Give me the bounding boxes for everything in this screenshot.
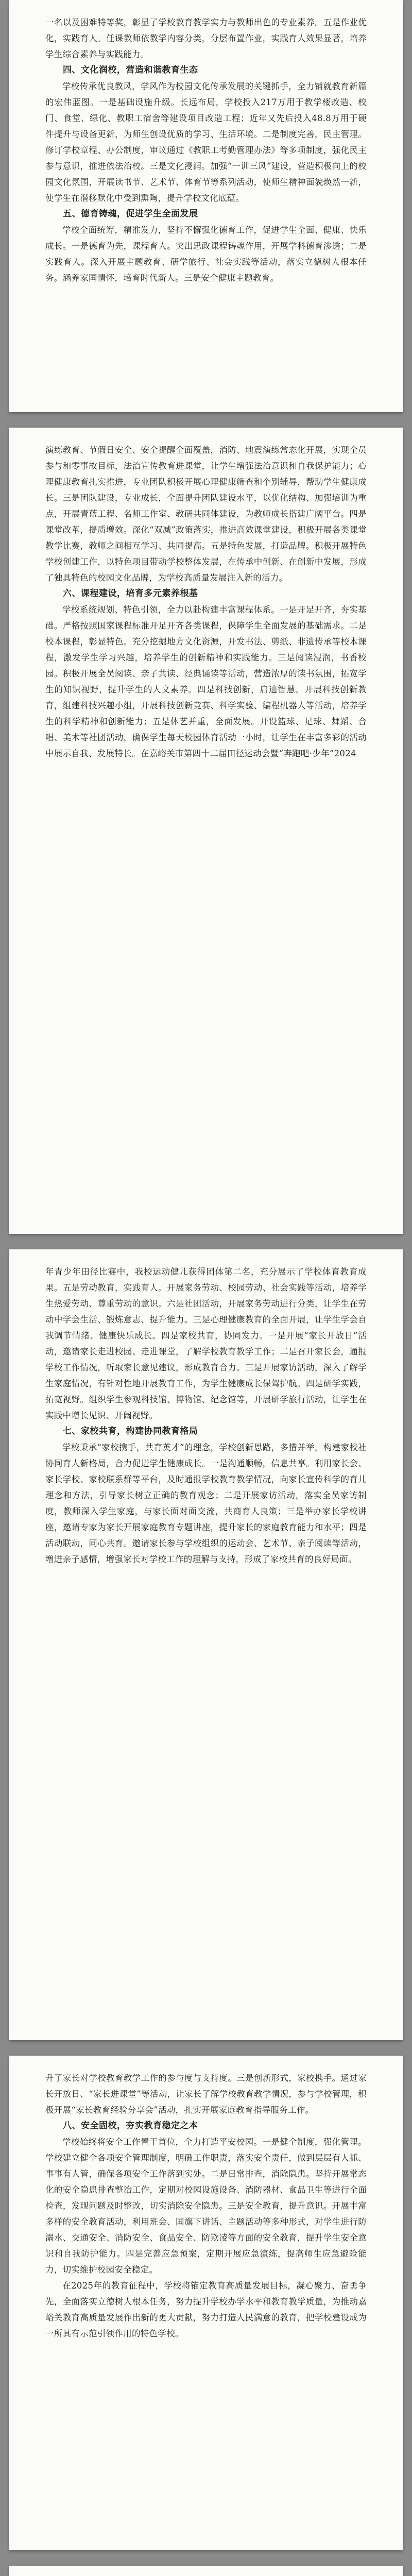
section-heading-5: 五、德育铸魂，促进学生全面发展 (63, 209, 198, 219)
document-page-1 (9, 0, 403, 412)
section-heading-8: 八、安全固校，夯实教育稳定之本 (63, 2121, 198, 2131)
report-form-page (9, 2566, 403, 2576)
section-heading-6: 六、课程建设，培育多元素养根基 (63, 588, 198, 599)
paragraph: 学校秉承“家校携手，共育英才”的理念，学校创新思路，多措并举，构建家校社协同育人新格局，合力促进学生健康成长。一是沟通顺畅，信息共享。利用家长会、家长学校、家校联系群等平台，及时通报学校教育教学情况，向家长宣传科学的育儿理念和方法，引导家长树立正确的教育观念；二是开展家访活动，落实全员家访制度，教师深入学生家庭，与家长面对面交流，共商育人良策；三是举办家长学校讲座，邀请专家为家长开展家庭教育专题讲座，提升家长的家庭教育能力和水平；四是活动联动，同心共育。邀请家长参与学校组织的运动会、艺术节、亲子阅读等活动，增进亲子感情，增强家长对学校工作的理解与支持，形成了家校共育的良好局面。 (45, 1443, 367, 1564)
paragraph: 学校传承优良教风，学风作为校园文化传承发展的关键抓手，全力铺就教育新篇的宏伟蓝图。一是基础设施升级。长远布局，学校投入217万用于教学楼改造、校门、食堂、绿化、教职工宿舍等建设项目改造工程；近年又先后投入48.8万用于硬件提升与设备更新，为师生创设优质的学习、生活环境。二是制度完善，民主管理。修订学校章程、办公制度，审议通过《教职工考勤管理办法》等多项制度，强化民主参与意识，推进依法治校。三是文化浸润。加强“一训三风”建设，营造积极向上的校园文化氛围，开展读书节、艺术节、体育节等系列活动，使师生精神面貌焕然一新，使学生在潜移默化中受到熏陶，提升学校文化底蕴。 (45, 81, 367, 203)
paragraph: 学校系统规划、特色引领，全力以赴构建丰富课程体系。一是开足开齐，夯实基础。严格按照国家课程标准开足开齐各类课程，保障学生全面发展的基础需求。二是校本课程，彰显特色。充分挖掘地方文化资源，开发书法、剪纸、非遗传承等校本课程，激发学生学习兴趣，培养学生的创新精神和实践能力。三是阅读浸润，书香校园。积极开展全员阅读、亲子共读、经典诵读等活动，营造浓厚的读书氛围，拓宽学生的知识视野，提升学生的人文素养。四是科技创新，启迪智慧。开展科技创新教育，组建科技兴趣小组，开展科技创新竞赛、科学实验、编程机器人等活动，培养学生的科学精神和创新能力；五是体艺并重，全面发展。开设篮球、足球、舞蹈、合唱、美术等社团活动，确保学生每天校园体育活动一小时，让学生在丰富多彩的活动中展示自我、发展特长。在嘉峪关市第四十二届田径运动会暨“奔跑吧·少年”2024 (45, 605, 367, 758)
paragraph: 一名以及困难特等奖，彰显了学校教育教学实力与教师出色的专业素养。五是作业优化，实践育人。任课教师依教学内容分类，分层布置作业，实践育人效果显著，培养学生综合素养与实践能力。 (45, 18, 367, 59)
paragraph: 学校全面统筹，精准发力，坚持不懈强化德育工作，促进学生全面、健康、快乐成长。一是德育为先，课程育人。突出思政课程铸魂作用，开展学科德育渗透；二是实践育人。深入开展主题教育、研学旅行、社会实践等活动，落实立德树人根本任务。涵养家国情怀，培育时代新人。三是安全健康主题教育。 (45, 225, 367, 283)
document-page-3 (9, 1249, 403, 2040)
paragraph: 演练教育、节假日安全、安全提醒全面覆盖，消防、地震演练常态化开展，实现全员参与和零事故目标，法治宣传教育进课堂，让学生增强法治意识和自我保护能力；心理健康教育扎实推进，专业团队积极开展心理健康筛查和个别辅导，帮助学生健康成长。三是团队建设，专业成长，全面提升团队建设水平，以优化结构、加强培训为重点，开展青蓝工程、名师工作室、教研共同体建设，为教师成长搭建广阔平台。四是课堂改革，提质增效。深化“双减”政策落实，推进高效课堂建设，积极开展各类课堂教学比赛，教师之间相互学习、共同提高。五是特色发展，打造品牌。积极开展特色学校创建工作，以特色项目带动学校整体发展，在传承中创新、在创新中发展，形成了独具特色的校园文化品牌，为学校高质量发展注入新的活力。 (45, 445, 367, 583)
document-page-4 (9, 2056, 403, 2550)
document-page-2 (9, 428, 403, 1234)
paragraph: 升了家长对学校教育教学工作的参与度与支持度。三是创新形式，家校携手。通过家长开放日、“家长进课堂”等活动，让家长了解学校教育教学情况，参与学校管理，积极开展“家长教育经验分享会”活动，扎实开展家庭教育指导服务工作。 (45, 2073, 367, 2115)
paragraph: 学校始终将安全工作置于首位，全力打造平安校园。一是健全制度，强化管理。学校建立健全各项安全管理制度，明确工作职责，落实安全责任，做到层层有人抓、事事有人管，确保各项安全工作落到实处。二是日常排查，消除隐患。坚持开展常态化的安全隐患排查整治工作，定期对校园设施设备、消防器材、食品卫生等进行全面检查，发现问题及时整改，切实消除安全隐患。三是安全教育，提升意识。开展丰富多样的安全教育活动，利用班会、国旗下讲话、主题活动等多种形式，对学生进行防溺水、交通安全、消防安全、食品安全、防欺凌等方面的安全教育，提升学生安全意识和自我防护能力。四是完善应急预案，定期开展应急演练，提高师生应急避险能力，切实维护校园安全稳定。 (45, 2137, 367, 2275)
section-heading-7: 七、家校共育，构建协同教育格局 (63, 1426, 198, 1436)
section-heading-4: 四、文化润校，营造和谐教育生态 (63, 65, 198, 75)
paragraph: 在2025年的教育征程中，学校将锚定教育高质量发展目标，凝心聚力、奋勇争先，全面落实立德树人根本任务，努力提升学校办学水平和教育教学质量，为推动嘉峪关教育高质量发展作出新的更大贡献，努力打造人民满意的教育，把学校建设成为一所具有示范引领作用的特色学校。 (45, 2281, 367, 2338)
paragraph: 年青少年田径比赛中，我校运动健儿获得团体第二名，充分展示了学校体育教育成果。五是劳动教育，实践育人。开展家务劳动、校园劳动、社会实践等活动，培养学生热爱劳动、尊重劳动的意识。六是社团活动，开展家务劳动进行分类，让学生在劳动中学会生活、锻炼意志、提升能力。三是心理健康教育的全面开展，让学生学会自我调节情绪、健康快乐成长。四是家校共育，协同发力。一是开展“家长开放日”活动，邀请家长走进校园、走进课堂，了解学校教育教学工作；二是召开家长会，通报学校工作情况，听取家长意见建议，形成教育合力。三是开展家访活动，深入了解学生家庭情况，有针对性地开展教育工作，为学生健康成长保驾护航。四是研学实践，拓宽视野。组织学生参观科技馆、博物馆、纪念馆等，开展研学旅行活动，让学生在实践中增长见识、开阔视野。 (45, 1267, 367, 1420)
